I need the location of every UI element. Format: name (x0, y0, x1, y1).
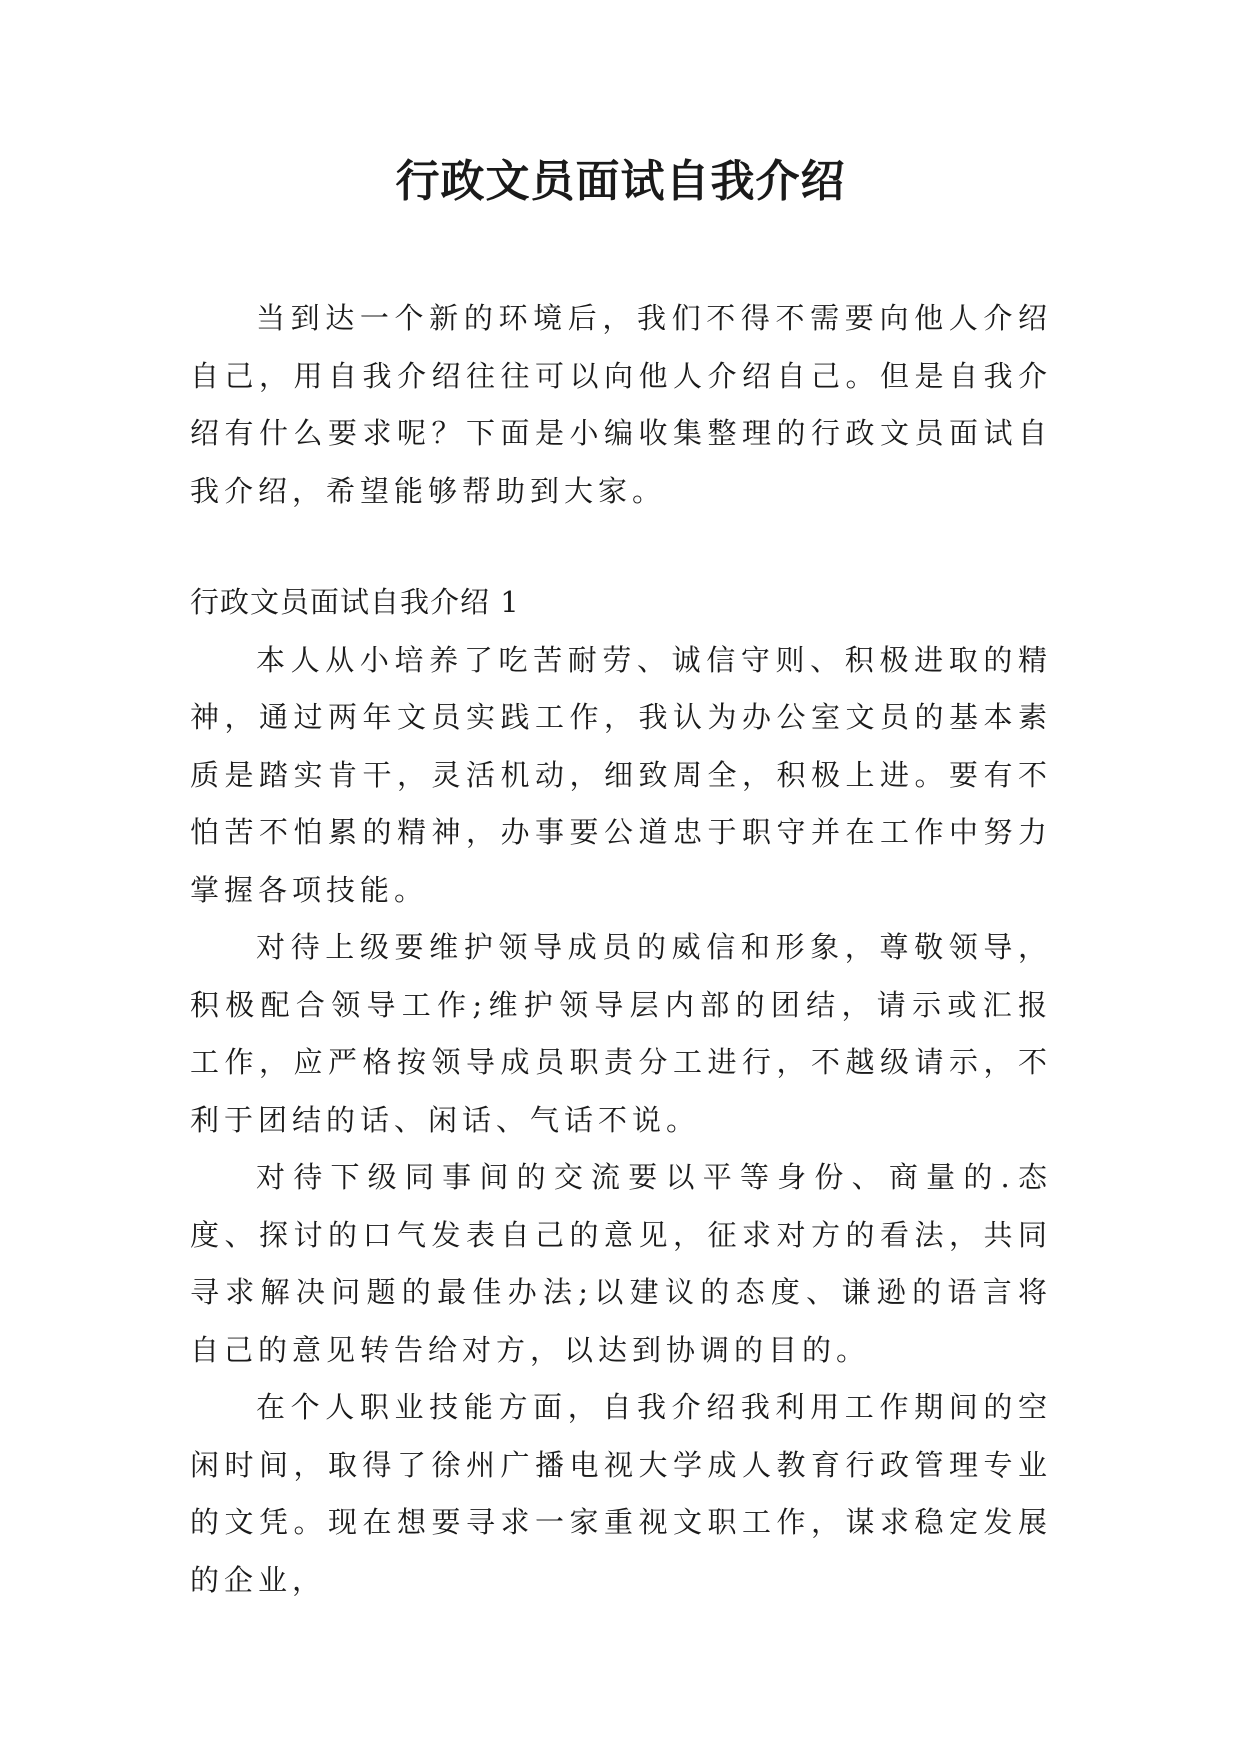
body-paragraph-3: 对待下级同事间的交流要以平等身份、商量的.态度、探讨的口气发表自己的意见，征求对方的看法，共同寻求解决问题的最佳办法;以建议的态度、谦逊的语言将自己的意见转告给对方，以达到协调的目的。 (190, 1160, 1052, 1367)
document-body (190, 290, 1052, 1609)
section-heading: 行政文员面试自我介绍 1 (190, 585, 520, 619)
document-title: 行政文员面试自我介绍 (395, 156, 846, 207)
intro-paragraph: 当到达一个新的环境后，我们不得不需要向他人介绍自己，用自我介绍往往可以向他人介绍自己。但是自我介绍有什么要求呢？下面是小编收集整理的行政文员面试自我介绍，希望能够帮助到大家。 (190, 301, 1052, 508)
body-paragraph-4: 在个人职业技能方面，自我介绍我利用工作期间的空闲时间，取得了徐州广播电视大学成人教育行政管理专业的文凭。现在想要寻求一家重视文职工作，谋求稳定发展的企业， (190, 1390, 1052, 1597)
body-paragraph-1: 本人从小培养了吃苦耐劳、诚信守则、积极进取的精神，通过两年文员实践工作，我认为办公室文员的基本素质是踏实肯干，灵活机动，细致周全，积极上进。要有不怕苦不怕累的精神，办事要公道忠于职守并在工作中努力掌握各项技能。 (190, 642, 1052, 907)
body-paragraph-2: 对待上级要维护领导成员的威信和形象，尊敬领导，积极配合领导工作;维护领导层内部的团结，请示或汇报工作，应严格按领导成员职责分工进行，不越级请示，不利于团结的话、闲话、气话不说。 (190, 930, 1052, 1137)
